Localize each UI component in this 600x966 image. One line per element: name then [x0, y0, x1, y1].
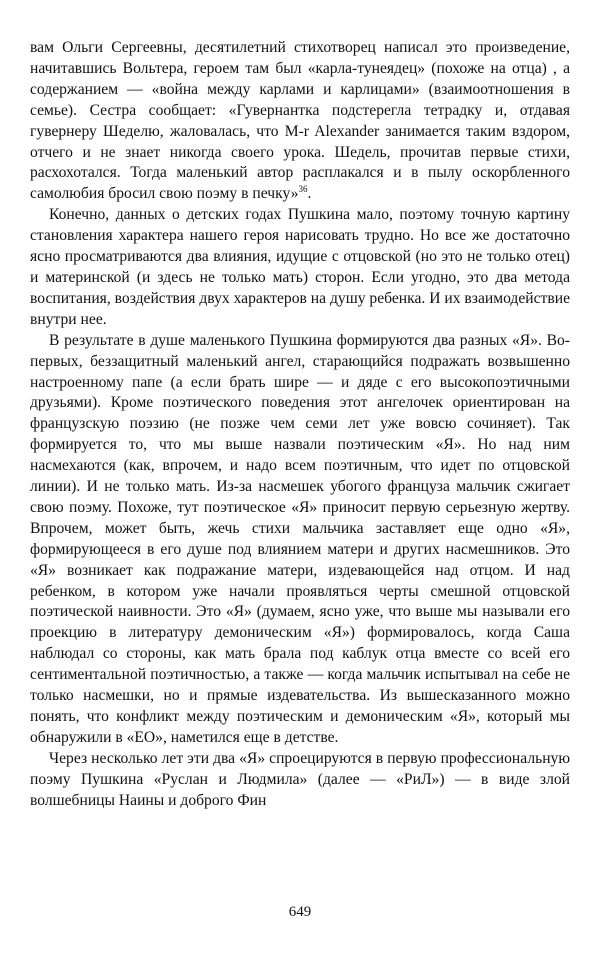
paragraph-2: Конечно, данных о детских годах Пушкина мало, поэтому точную картину становления характера нашего героя нарисовать трудно. Но все же достаточно ясно просматриваются два влияния, идущие с отцовской (но это не только отец) и материнской (и здесь не только мать) сторон. Если угодно, это два метода воспитания, воздействия двух характеров на душу ребенка. И их взаимодействие внутри нее.: [30, 206, 570, 328]
paragraph-continuation: [30, 38, 570, 205]
paragraph-4: Через несколько лет эти два «Я» спроецируются в первую профессиональную поэму Пушкина «Руслан и Людмила» (далее — «РиЛ») — в виде злой волшебницы Наины и доброго Фин: [30, 749, 570, 809]
footnote-marker: 36: [298, 184, 308, 195]
paragraph-1-text: вам Ольги Сергеевны, десятилетний стихотворец написал это произведение, начитавшись Вольтера, героем там был «карла-тунеядец» (похоже на отца) , а содержанием — «война между карлами и карлицами» (взаимоотношения в семье). Сестра сообщает: «Гувернантка подстерегла тетрадку и, отдавая гувернеру Шеделю, жаловалась, что M-r Alexander занимается таким вздором, отчего и не знает никогда своего урока. Шедель, прочитав первые стихи, расхохотался. Тогда маленький автор расплакался и в пылу оскорбленного самолюбия бросил свою поэму в печку»: [30, 39, 570, 203]
paragraph-3: В результате в душе маленького Пушкина формируются два разных «Я». Во-первых, беззащитный маленький ангел, старающийся подражать возвышенно настроенному папе (а если брать шире — и дяде с его высокопоэтичными друзьями). Кроме поэтического поведения этот ангелочек ориентирован на французскую поэзию (не позже чем семи лет уже вовсю сочиняет). Так формируется то, что мы выше назвали поэтическим «Я». Но над ним насмехаются (как, впрочем, и надо всем поэтичным, что идет по отцовской линии). И не только мать. Из-за насмешек убогого француза мальчик сжигает свою поэму. Похоже, тут поэтическое «Я» приносит первую серьезную жертву. Впрочем, может быть, жечь стихи мальчика заставляет еще одно «Я», формирующееся в его душе под влиянием матери и других насмешников. Это «Я» возникает как подражание матери, издевающейся над отцом. И над ребенком, в котором уже начали проявляться черты смешной отцовской поэтической наивности. Это «Я» (думаем, ясно уже, что выше мы называли его проекцию в литературу демоническим «Я») формировалось, когда Саша наблюдал со стороны, как мать брала под каблук отца вместе со всей его сентиментальной поэтичностью, а также — когда мальчик испытывал на себе не только насмешки, но и прямые издевательства. Из вышесказанного можно понять, что конфликт между поэтическим и демоническим «Я», который мы обнаружили в «ЕО», наметился еще в детстве.: [30, 331, 570, 746]
page-number: 649: [288, 904, 312, 920]
paragraph-1-tail: .: [307, 185, 312, 203]
page-text: [30, 38, 570, 812]
